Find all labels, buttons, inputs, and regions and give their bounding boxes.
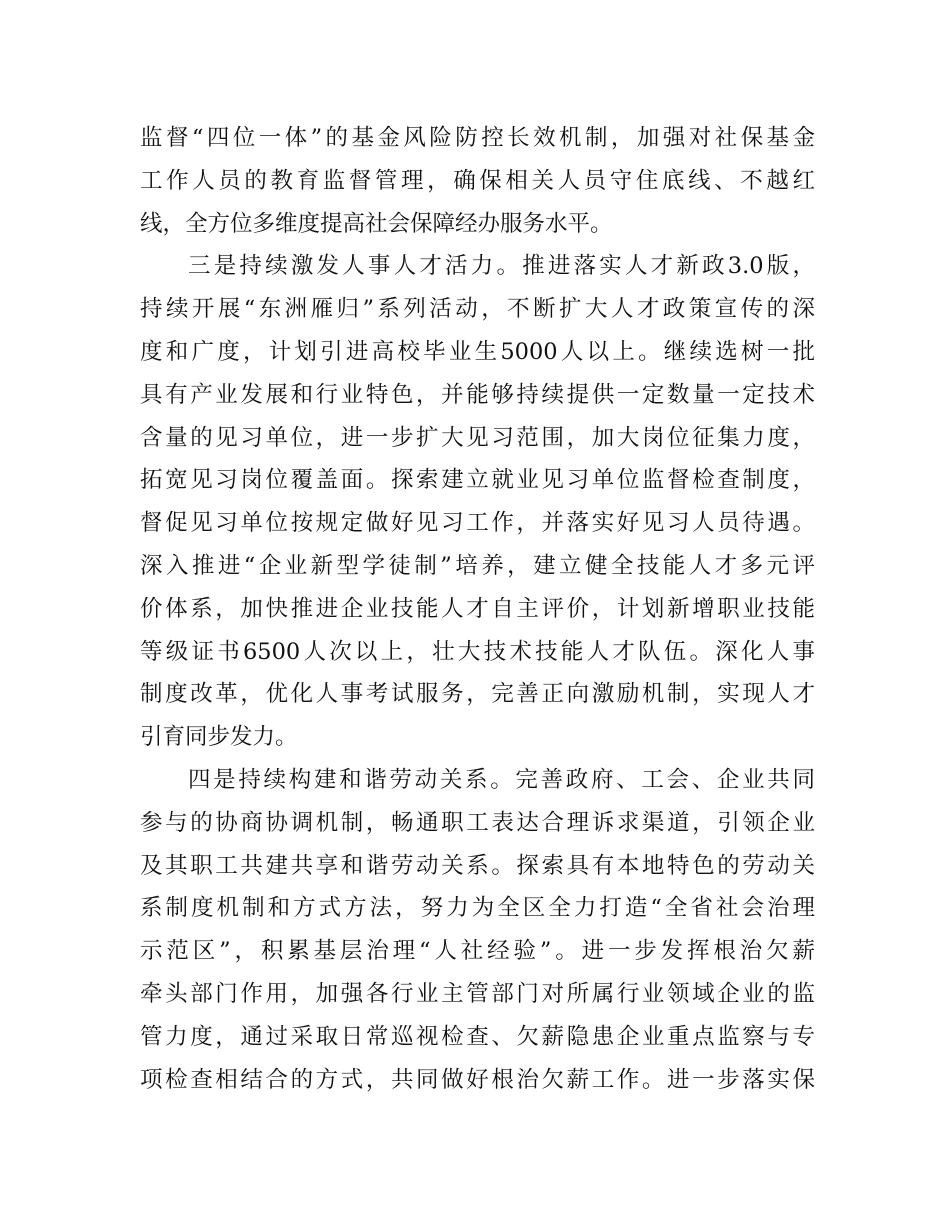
document-body bbox=[140, 117, 815, 1101]
text-line: 示范区”，积累基层治理“人社经验”。进一步发挥根治欠薪 bbox=[140, 938, 815, 965]
text-line: 工作人员的教育监督管理，确保相关人员守住底线、不越红 bbox=[140, 167, 815, 194]
text-line: 管力度，通过采取日常巡视检查、欠薪隐患企业重点监察与专 bbox=[140, 1023, 815, 1050]
paragraph-first-line: 三是持续激发人事人才活力。推进落实人才新政3.0版， bbox=[188, 253, 815, 280]
text-line: 参与的协商协调机制，畅通职工表达合理诉求渠道，引领企业 bbox=[140, 809, 815, 836]
text-line: 线，全方位多维度提高社会保障经办服务水平。 bbox=[140, 210, 613, 237]
text-line: 含量的见习单位，进一步扩大见习范围，加大岗位征集力度， bbox=[140, 424, 815, 451]
text-line: 度和广度，计划引进高校毕业生5000人以上。继续选树一批 bbox=[140, 338, 815, 365]
text-line: 牵头部门作用，加强各行业主管部门对所属行业领域企业的监 bbox=[140, 980, 815, 1007]
text-line: 引育同步发力。 bbox=[140, 724, 298, 751]
text-line: 具有产业发展和行业特色，并能够持续提供一定数量一定技术 bbox=[140, 381, 815, 408]
text-line: 系制度机制和方式方法，努力为全区全力打造“全省社会治理 bbox=[140, 895, 815, 922]
text-line: 制度改革，优化人事考试服务，完善正向激励机制，实现人才 bbox=[140, 681, 815, 708]
text-line: 深入推进“企业新型学徒制”培养，建立健全技能人才多元评 bbox=[140, 552, 815, 579]
paragraph-first-line: 四是持续构建和谐劳动关系。完善政府、工会、企业共同 bbox=[188, 766, 815, 793]
text-line: 等级证书6500人次以上，壮大技术技能人才队伍。深化人事 bbox=[140, 638, 815, 665]
text-line: 持续开展“东洲雁归”系列活动，不断扩大人才政策宣传的深 bbox=[140, 296, 815, 323]
text-line: 拓宽见习岗位覆盖面。探索建立就业见习单位监督检查制度， bbox=[140, 467, 815, 494]
text-line: 监督“四位一体”的基金风险防控长效机制，加强对社保基金 bbox=[140, 125, 815, 151]
text-line: 督促见习单位按规定做好见习工作，并落实好见习人员待遇。 bbox=[140, 510, 815, 537]
text-line: 项检查相结合的方式，共同做好根治欠薪工作。进一步落实保 bbox=[140, 1066, 815, 1093]
text-line: 价体系，加快推进企业技能人才自主评价，计划新增职业技能 bbox=[140, 595, 815, 622]
text-line: 及其职工共建共享和谐劳动关系。探索具有本地特色的劳动关 bbox=[140, 852, 815, 879]
